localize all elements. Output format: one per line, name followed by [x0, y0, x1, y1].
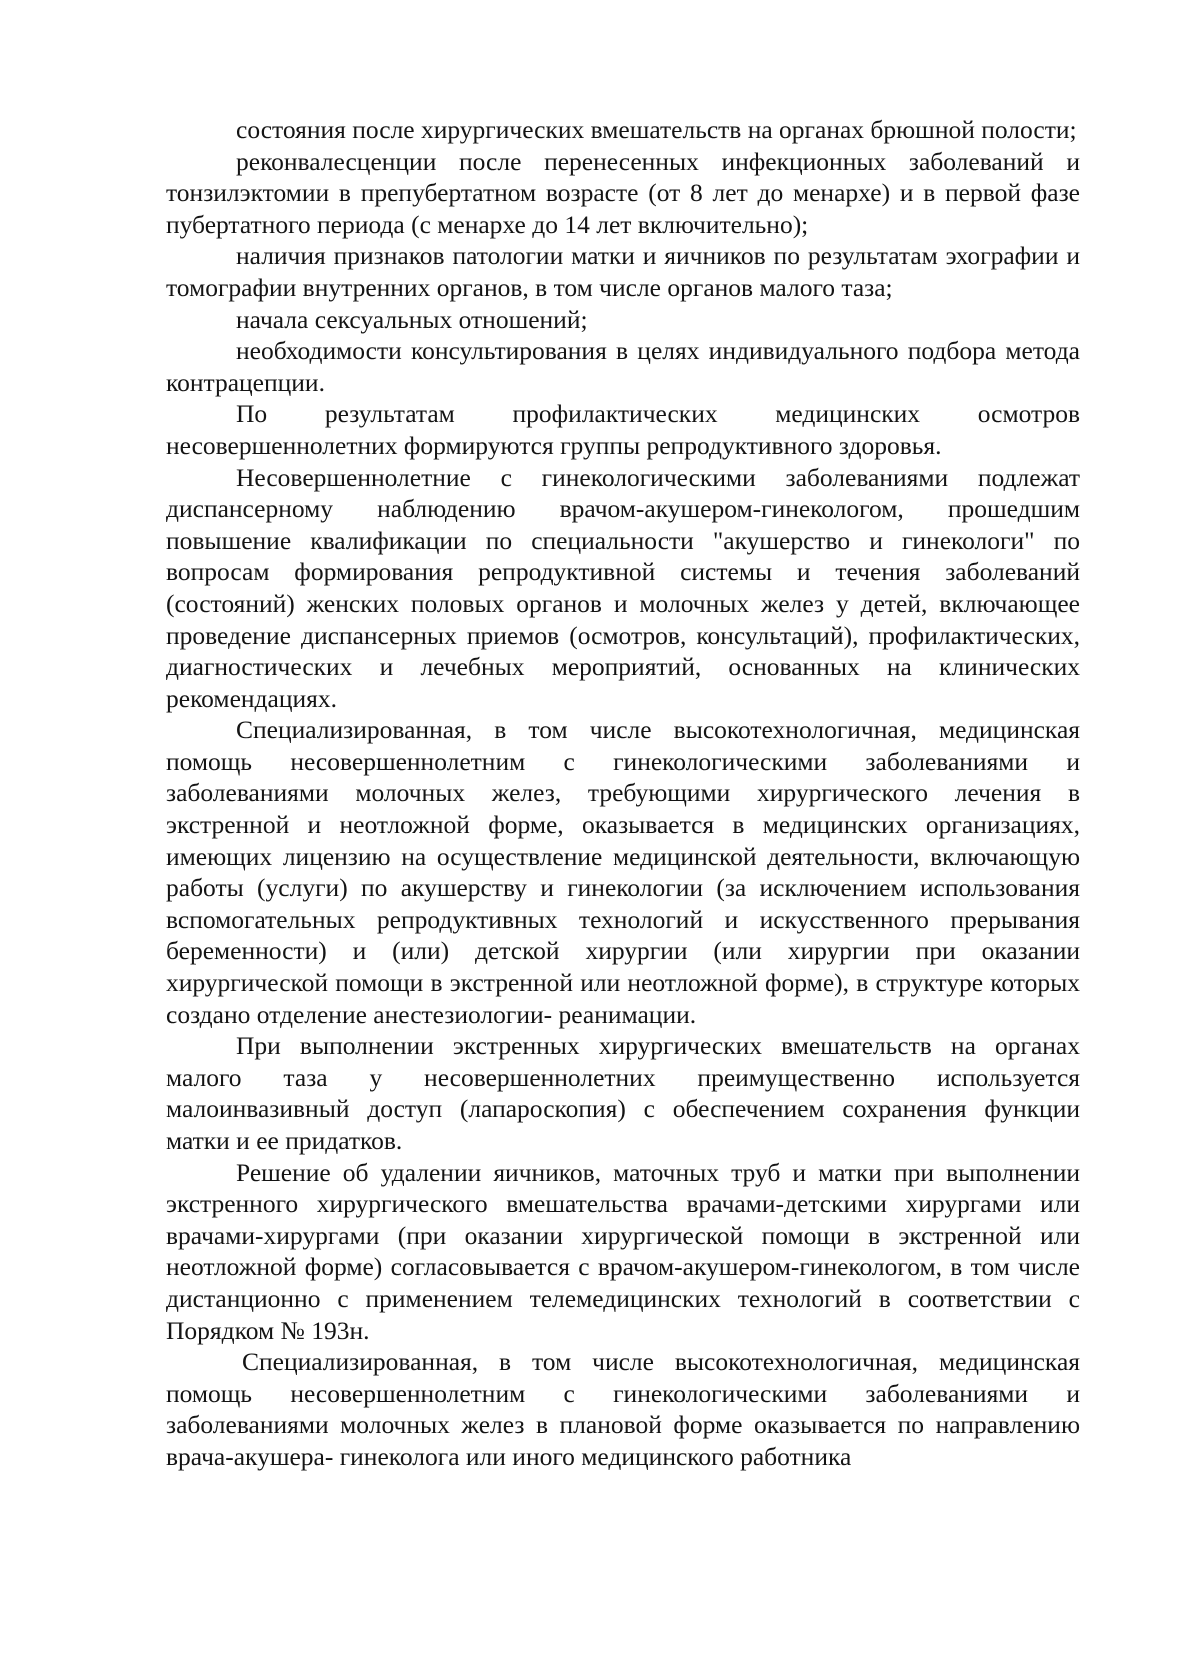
paragraph-planned-care: Специализированная, в том числе высокотехнологичная, медицинская помощь несовершеннолетним с гинекологическими заболеваниями и заболеваниями молочных желез в плановой форме оказывается по направлению врача-акушера- гинеколога или иного медицинского работника: [166, 1347, 1080, 1471]
document-body: [166, 114, 1080, 1473]
paragraph-dispensary-observation: Несовершеннолетние с гинекологическими заболеваниями подлежат диспансерному наблюдению врачом-акушером-гинекологом, прошедшим повышение квалификации по специальности "акушерство и гинекологи" по вопросам формирования репродуктивной системы и течения заболеваний (состояний) женских половых органов и молочных желез у детей, включающее проведение диспансерных приемов (осмотров, консультаций), профилактических, диагностических и лечебных мероприятий, основанных на клинических рекомендациях.: [166, 462, 1080, 713]
paragraph-minimally-invasive: При выполнении экстренных хирургических вмешательств на органах малого таза у несовершеннолетних преимущественно используется малоинвазивный доступ (лапароскопия) с обеспечением сохранения функции матки и ее придатков.: [166, 1031, 1080, 1155]
paragraph-contraception: необходимости консультирования в целях индивидуального подбора метода контрацепции.: [166, 336, 1080, 397]
paragraph-reconvalescence: реконвалесценции после перенесенных инфекционных заболеваний и тонзилэктомии в препубертатном возрасте (от 8 лет до менархе) и в первой фазе пубертатного периода (с менархе до 14 лет включительно);: [166, 146, 1080, 239]
paragraph-organ-removal-decision: Решение об удалении яичников, маточных труб и матки при выполнении экстренного хирургического вмешательства врачами-детскими хирургами или врачами-хирургами (при оказании хирургической помощи в экстренной или неотложной форме) согласовывается с врачом-акушером-гинекологом, в том числе дистанционно с применением телемедицинских технологий в соответствии с Порядком № 193н.: [166, 1157, 1080, 1345]
paragraph-health-groups: По результатам профилактических медицинских осмотров несовершеннолетних формируются группы репродуктивного здоровья.: [166, 399, 1080, 460]
paragraph-post-surgery: состояния после хирургических вмешательств на органах брюшной полости;: [236, 115, 1077, 144]
paragraph-pathology-signs: наличия признаков патологии матки и яичников по результатам эхографии и томографии внутренних органов, в том числе органов малого таза;: [166, 241, 1080, 302]
paragraph-sexual-relations: начала сексуальных отношений;: [236, 304, 588, 334]
paragraph-emergency-care: Специализированная, в том числе высокотехнологичная, медицинская помощь несовершеннолетним с гинекологическими заболеваниями и заболеваниями молочных желез, требующими хирургического лечения в экстренной и неотложной форме, оказывается в медицинских организациях, имеющих лицензию на осуществление медицинской деятельности, включающую работы (услуги) по акушерству и гинекологии (за исключением использования вспомогательных репродуктивных технологий и искусственного прерывания беременности) и (или) детской хирургии (или хирургии при оказании хирургической помощи в экстренной или неотложной форме), в структуре которых создано отделение анестезиологии- реанимации.: [166, 715, 1080, 1029]
